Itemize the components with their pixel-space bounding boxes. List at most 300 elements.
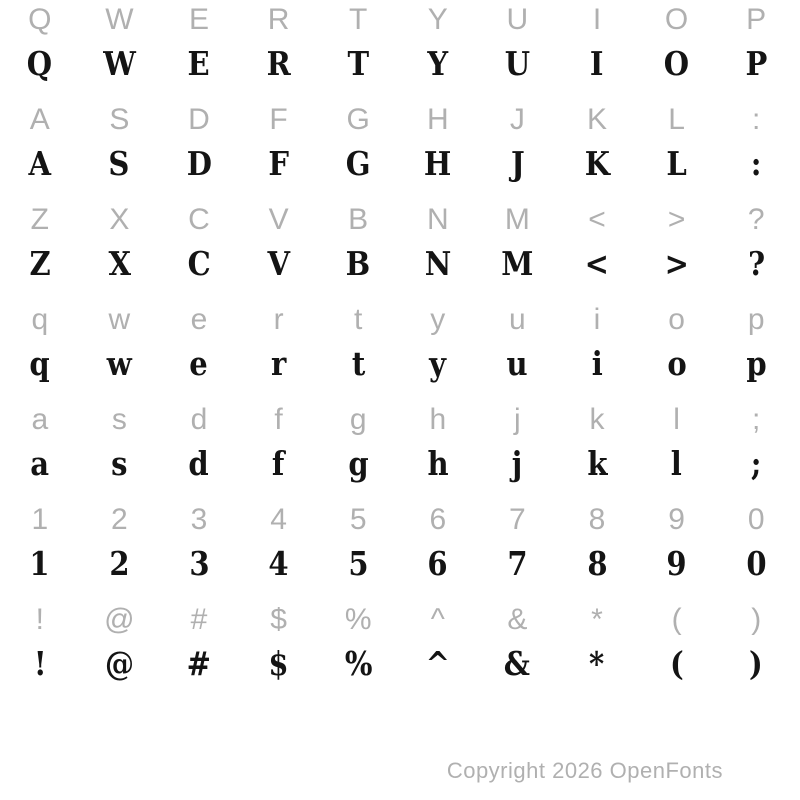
reference-glyph	[239, 0, 319, 40]
reference-glyph	[239, 100, 319, 140]
specimen-glyph	[318, 440, 398, 500]
reference-glyph	[239, 200, 319, 240]
reference-glyph	[637, 600, 717, 640]
reference-glyph-char: B	[348, 203, 369, 236]
reference-glyph-char: q	[31, 303, 49, 336]
specimen-glyph	[716, 40, 796, 100]
specimen-glyph	[80, 540, 160, 600]
specimen-glyph	[716, 440, 796, 500]
reference-glyph-char: <	[588, 203, 606, 236]
reference-glyph	[239, 600, 319, 640]
reference-glyph	[0, 0, 80, 40]
specimen-glyph	[80, 240, 160, 300]
specimen-glyph-char: l	[671, 444, 683, 483]
specimen-glyph	[80, 40, 160, 100]
reference-glyph-char: $	[270, 603, 287, 636]
specimen-glyph	[0, 140, 80, 200]
specimen-glyph-char: >	[664, 244, 689, 283]
specimen-glyph-char: F	[268, 144, 289, 183]
specimen-glyph	[318, 240, 398, 300]
specimen-glyph-char: Q	[27, 44, 53, 83]
reference-glyph-char: 3	[190, 503, 208, 536]
specimen-line	[0, 440, 796, 500]
reference-glyph-char: 9	[668, 503, 685, 536]
reference-glyph-char: e	[190, 303, 208, 336]
reference-glyph	[159, 100, 239, 140]
specimen-glyph	[716, 640, 796, 700]
reference-glyph-char: :	[752, 103, 761, 136]
specimen-glyph	[478, 40, 558, 100]
glyph-row-block	[0, 0, 796, 100]
reference-glyph	[398, 0, 478, 40]
specimen-glyph-char: !	[33, 644, 47, 683]
reference-line	[0, 500, 796, 540]
reference-glyph-char: l	[673, 403, 680, 436]
reference-glyph	[239, 400, 319, 440]
reference-line	[0, 600, 796, 640]
specimen-glyph-char: h	[427, 444, 449, 483]
reference-glyph-char: k	[589, 403, 605, 436]
specimen-glyph-char: @	[104, 644, 134, 683]
reference-glyph-char: (	[671, 603, 682, 636]
specimen-glyph-char: T	[347, 44, 369, 83]
specimen-glyph-char: y	[429, 344, 447, 383]
specimen-glyph-char: p	[746, 344, 767, 383]
specimen-glyph-char: 1	[29, 544, 50, 583]
reference-glyph	[478, 0, 558, 40]
glyph-row-block	[0, 400, 796, 500]
specimen-glyph-char: *	[589, 644, 605, 683]
specimen-glyph	[80, 140, 160, 200]
reference-glyph-char: S	[109, 103, 130, 136]
specimen-glyph-char: s	[111, 444, 128, 483]
reference-glyph-char: R	[267, 3, 290, 36]
specimen-glyph-char: 7	[507, 544, 528, 583]
reference-glyph	[478, 400, 558, 440]
reference-glyph	[80, 0, 160, 40]
reference-glyph-char: J	[509, 103, 525, 136]
reference-glyph-char: I	[592, 3, 602, 36]
reference-glyph-char: O	[664, 3, 689, 36]
specimen-glyph	[478, 240, 558, 300]
specimen-glyph-char: X	[108, 244, 131, 283]
specimen-glyph	[0, 240, 80, 300]
specimen-glyph-char: ^	[425, 644, 450, 683]
reference-glyph	[398, 100, 478, 140]
reference-glyph-char: Z	[30, 203, 49, 236]
specimen-glyph	[0, 340, 80, 400]
reference-glyph	[159, 300, 239, 340]
specimen-glyph-char: (	[669, 644, 684, 683]
reference-glyph	[398, 500, 478, 540]
reference-glyph	[557, 300, 637, 340]
reference-glyph	[478, 300, 558, 340]
reference-glyph	[80, 400, 160, 440]
reference-glyph	[0, 200, 80, 240]
specimen-glyph	[398, 440, 478, 500]
specimen-glyph	[637, 340, 717, 400]
reference-glyph	[318, 500, 398, 540]
specimen-line	[0, 40, 796, 100]
specimen-glyph-char: C	[187, 244, 211, 283]
reference-glyph	[637, 500, 717, 540]
specimen-glyph	[0, 440, 80, 500]
specimen-glyph	[557, 440, 637, 500]
specimen-glyph-char: P	[745, 44, 768, 83]
reference-glyph-char: f	[274, 403, 283, 436]
reference-glyph-char: j	[514, 403, 521, 436]
specimen-glyph-char: t	[351, 344, 365, 383]
specimen-glyph	[398, 540, 478, 600]
reference-glyph-char: !	[35, 603, 44, 636]
reference-glyph	[478, 100, 558, 140]
specimen-glyph	[398, 340, 478, 400]
specimen-glyph-char: J	[510, 144, 525, 183]
specimen-glyph-char: ;	[750, 444, 762, 483]
specimen-glyph	[0, 540, 80, 600]
specimen-glyph	[637, 140, 717, 200]
specimen-glyph	[239, 240, 319, 300]
specimen-glyph-char: k	[586, 444, 608, 483]
specimen-glyph	[637, 540, 717, 600]
reference-glyph	[716, 400, 796, 440]
specimen-glyph-char: G	[345, 144, 371, 183]
reference-glyph-char: G	[346, 103, 370, 136]
reference-glyph	[239, 500, 319, 540]
reference-glyph	[80, 200, 160, 240]
reference-line	[0, 200, 796, 240]
reference-glyph-char: w	[108, 303, 131, 336]
reference-glyph-char: U	[506, 3, 529, 36]
reference-glyph	[0, 300, 80, 340]
specimen-glyph	[80, 640, 160, 700]
specimen-glyph	[80, 440, 160, 500]
specimen-glyph-char: W	[103, 44, 136, 83]
reference-glyph	[398, 400, 478, 440]
specimen-glyph-char: 6	[427, 544, 448, 583]
specimen-glyph	[318, 340, 398, 400]
reference-glyph	[80, 300, 160, 340]
reference-glyph	[557, 100, 637, 140]
specimen-glyph	[0, 40, 80, 100]
reference-glyph	[0, 100, 80, 140]
reference-glyph	[557, 400, 637, 440]
specimen-glyph-char: ?	[747, 244, 765, 283]
specimen-glyph	[478, 440, 558, 500]
reference-glyph	[398, 600, 478, 640]
reference-glyph	[478, 200, 558, 240]
specimen-glyph	[557, 140, 637, 200]
reference-glyph-char: C	[188, 203, 210, 236]
specimen-glyph	[159, 540, 239, 600]
glyph-row-block	[0, 500, 796, 600]
specimen-glyph-char: A	[28, 144, 52, 183]
specimen-glyph	[557, 340, 637, 400]
specimen-glyph-char: 5	[348, 544, 369, 583]
specimen-glyph	[318, 640, 398, 700]
specimen-glyph	[637, 40, 717, 100]
specimen-glyph	[637, 640, 717, 700]
specimen-glyph-char: S	[108, 144, 130, 183]
reference-glyph-char: ;	[752, 403, 761, 436]
reference-glyph	[557, 500, 637, 540]
specimen-glyph-char: L	[666, 144, 687, 183]
reference-glyph-char: F	[269, 103, 288, 136]
specimen-glyph-char: )	[749, 644, 764, 683]
reference-glyph-char: 4	[270, 503, 287, 536]
specimen-glyph	[478, 340, 558, 400]
reference-glyph-char: K	[586, 103, 607, 136]
specimen-glyph	[557, 40, 637, 100]
specimen-glyph	[159, 40, 239, 100]
glyph-row-block	[0, 600, 796, 700]
reference-glyph-char: M	[504, 203, 530, 236]
specimen-glyph-char: 4	[268, 544, 289, 583]
reference-glyph-char: D	[188, 103, 210, 136]
reference-glyph	[239, 300, 319, 340]
reference-glyph-char: i	[593, 303, 601, 336]
reference-glyph-char: g	[349, 403, 367, 436]
reference-glyph	[318, 600, 398, 640]
specimen-glyph	[159, 240, 239, 300]
specimen-glyph-char: %	[344, 644, 372, 683]
specimen-glyph-char: f	[272, 444, 285, 483]
specimen-glyph	[478, 140, 558, 200]
specimen-line	[0, 240, 796, 300]
reference-glyph-char: A	[29, 103, 50, 136]
reference-glyph	[80, 500, 160, 540]
reference-glyph-char: a	[31, 403, 49, 436]
specimen-glyph	[398, 640, 478, 700]
reference-glyph-char: %	[344, 603, 372, 636]
reference-glyph	[637, 100, 717, 140]
reference-glyph-char: o	[668, 303, 685, 336]
reference-glyph	[159, 0, 239, 40]
specimen-glyph-char: :	[750, 144, 762, 183]
reference-glyph	[0, 600, 80, 640]
reference-glyph-char: W	[105, 3, 134, 36]
reference-glyph	[637, 400, 717, 440]
specimen-glyph-char: w	[106, 344, 132, 383]
reference-line	[0, 300, 796, 340]
specimen-glyph	[398, 240, 478, 300]
reference-glyph-char: 8	[588, 503, 606, 536]
specimen-glyph-char: q	[29, 344, 50, 383]
reference-glyph-char: ^	[430, 603, 445, 636]
reference-glyph	[716, 600, 796, 640]
reference-glyph	[398, 200, 478, 240]
reference-glyph	[398, 300, 478, 340]
specimen-glyph	[318, 40, 398, 100]
reference-glyph	[80, 600, 160, 640]
specimen-glyph-char: d	[188, 444, 210, 483]
specimen-glyph	[478, 540, 558, 600]
specimen-glyph-char: I	[590, 44, 604, 83]
specimen-glyph	[716, 340, 796, 400]
specimen-glyph-char: U	[504, 44, 531, 83]
specimen-glyph-char: r	[270, 344, 287, 383]
reference-glyph-char: s	[111, 403, 127, 436]
reference-glyph-char: *	[591, 603, 603, 636]
reference-glyph-char: L	[668, 103, 685, 136]
specimen-glyph-char: o	[666, 344, 687, 383]
specimen-glyph	[637, 240, 717, 300]
reference-glyph	[637, 300, 717, 340]
specimen-glyph-char: O	[663, 44, 690, 83]
reference-glyph	[318, 400, 398, 440]
specimen-glyph-char: g	[348, 444, 369, 483]
reference-glyph-char: T	[349, 3, 368, 36]
specimen-glyph	[159, 140, 239, 200]
reference-glyph-char: 6	[429, 503, 447, 536]
specimen-glyph-char: Z	[29, 244, 51, 283]
specimen-glyph-char: &	[504, 644, 531, 683]
specimen-line	[0, 140, 796, 200]
specimen-glyph-char: 2	[109, 544, 130, 583]
specimen-glyph-char: #	[186, 644, 212, 683]
reference-glyph	[159, 500, 239, 540]
specimen-glyph-char: B	[345, 244, 371, 283]
reference-glyph-char: h	[429, 403, 447, 436]
reference-glyph-char: u	[509, 303, 526, 336]
specimen-line	[0, 640, 796, 700]
reference-glyph	[318, 200, 398, 240]
specimen-glyph	[239, 440, 319, 500]
reference-glyph	[478, 600, 558, 640]
specimen-glyph	[637, 440, 717, 500]
specimen-glyph-char: H	[424, 144, 452, 183]
glyph-row-block	[0, 100, 796, 200]
reference-glyph	[318, 100, 398, 140]
specimen-glyph-char: a	[30, 444, 50, 483]
reference-line	[0, 0, 796, 40]
specimen-glyph-char: 8	[586, 544, 608, 583]
reference-glyph-char: V	[268, 203, 289, 236]
specimen-glyph	[716, 140, 796, 200]
specimen-glyph	[557, 640, 637, 700]
reference-glyph-char: Y	[427, 3, 448, 36]
specimen-glyph	[716, 540, 796, 600]
glyph-row-block	[0, 200, 796, 300]
reference-glyph	[318, 300, 398, 340]
specimen-line	[0, 540, 796, 600]
specimen-glyph-char: 3	[188, 544, 210, 583]
reference-glyph-char: #	[190, 603, 208, 636]
specimen-glyph	[398, 140, 478, 200]
reference-glyph-char: y	[430, 303, 446, 336]
reference-glyph	[0, 400, 80, 440]
reference-glyph-char: d	[190, 403, 208, 436]
specimen-glyph	[318, 540, 398, 600]
reference-glyph	[80, 100, 160, 140]
reference-glyph-char: p	[747, 303, 765, 336]
reference-glyph-char: &	[507, 603, 528, 636]
reference-glyph	[0, 500, 80, 540]
reference-glyph-char: H	[426, 103, 449, 136]
specimen-glyph	[478, 640, 558, 700]
reference-line	[0, 400, 796, 440]
specimen-glyph	[159, 440, 239, 500]
reference-glyph-char: 5	[349, 503, 367, 536]
reference-glyph-char: t	[354, 303, 363, 336]
specimen-glyph	[239, 40, 319, 100]
reference-glyph	[159, 400, 239, 440]
specimen-line	[0, 340, 796, 400]
specimen-glyph-char: e	[189, 344, 209, 383]
reference-glyph-char: ?	[747, 203, 765, 236]
reference-glyph-char: 2	[111, 503, 128, 536]
reference-glyph-char: N	[426, 203, 449, 236]
reference-glyph-char: 7	[509, 503, 526, 536]
specimen-glyph-char: Y	[427, 44, 449, 83]
specimen-glyph-char: j	[512, 444, 523, 483]
reference-glyph	[159, 600, 239, 640]
specimen-glyph-char: D	[186, 144, 212, 183]
copyright-text: Copyright 2026 OpenFonts	[446, 758, 723, 783]
specimen-glyph-char: u	[506, 344, 528, 383]
reference-glyph	[716, 500, 796, 540]
specimen-glyph-char: $	[268, 644, 289, 683]
specimen-glyph-char: N	[424, 244, 452, 283]
reference-glyph-char: )	[751, 603, 762, 636]
specimen-glyph	[318, 140, 398, 200]
reference-glyph	[637, 0, 717, 40]
reference-glyph	[716, 0, 796, 40]
reference-glyph-char: X	[109, 203, 130, 236]
reference-line	[0, 100, 796, 140]
reference-glyph	[557, 200, 637, 240]
reference-glyph-char: E	[188, 3, 209, 36]
reference-glyph	[557, 0, 637, 40]
specimen-glyph-char: K	[584, 144, 610, 183]
reference-glyph-char: Q	[28, 3, 52, 36]
reference-glyph	[318, 0, 398, 40]
specimen-glyph	[239, 640, 319, 700]
reference-glyph	[716, 100, 796, 140]
specimen-glyph	[557, 540, 637, 600]
specimen-glyph	[0, 640, 80, 700]
specimen-glyph	[398, 40, 478, 100]
reference-glyph-char: r	[273, 303, 284, 336]
reference-glyph	[637, 200, 717, 240]
reference-glyph-char: 1	[31, 503, 49, 536]
reference-glyph-char: @	[104, 603, 135, 636]
reference-glyph	[716, 200, 796, 240]
specimen-glyph-char: M	[501, 244, 534, 283]
specimen-glyph	[239, 340, 319, 400]
reference-glyph	[159, 200, 239, 240]
reference-glyph-char: >	[667, 203, 686, 236]
specimen-glyph	[159, 340, 239, 400]
reference-glyph-char: 0	[747, 503, 765, 536]
specimen-glyph-char: 0	[746, 544, 767, 583]
specimen-glyph	[159, 640, 239, 700]
reference-glyph	[716, 300, 796, 340]
specimen-glyph-char: i	[591, 344, 603, 383]
reference-glyph	[478, 500, 558, 540]
specimen-glyph-char: E	[187, 44, 211, 83]
specimen-glyph-char: 9	[666, 544, 687, 583]
reference-glyph-char: P	[746, 3, 767, 36]
reference-glyph	[557, 600, 637, 640]
specimen-glyph-char: V	[267, 244, 290, 283]
specimen-glyph	[716, 240, 796, 300]
specimen-glyph	[80, 340, 160, 400]
specimen-glyph	[557, 240, 637, 300]
specimen-glyph	[239, 140, 319, 200]
specimen-glyph	[239, 540, 319, 600]
specimen-glyph-char: R	[266, 44, 291, 83]
